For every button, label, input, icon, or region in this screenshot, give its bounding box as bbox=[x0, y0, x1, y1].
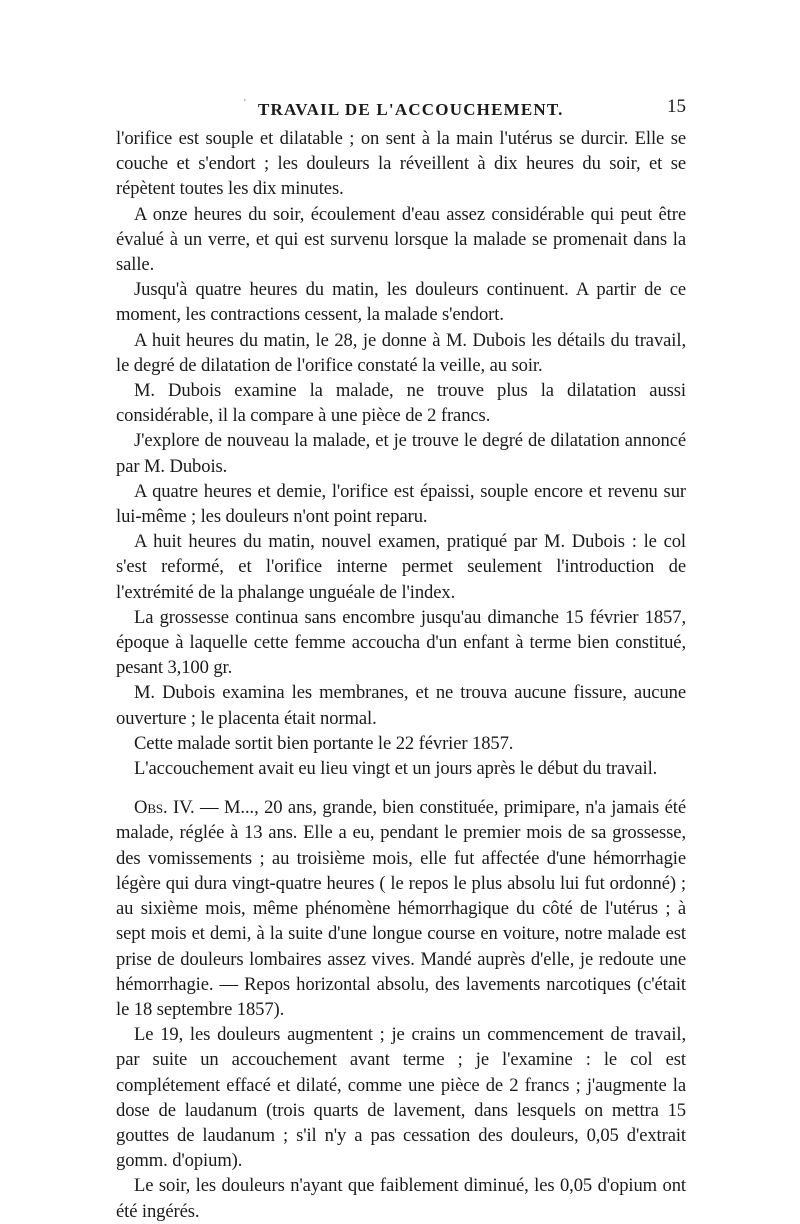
paragraph: A huit heures du matin, le 28, je donne à M. Dubois les détails du travail, le degré de dilatation de l'orifice constaté la veille, au soir. bbox=[116, 329, 686, 376]
paragraph: M. Dubois examina les membranes, et ne trouva aucune fissure, aucune ouverture ; le placenta était normal. bbox=[116, 682, 686, 729]
paragraph: A onze heures du soir, écoulement d'eau assez considérable qui peut être évalué à un verre, et qui est survenu lorsque la malade se promenait dans la salle. bbox=[116, 203, 686, 276]
paragraph: Cette malade sortit bien portante le 22 février 1857. bbox=[134, 732, 514, 754]
page-number: 15 bbox=[667, 96, 686, 117]
observation-label: Obs. IV. bbox=[134, 797, 195, 819]
paragraph: l'orifice est souple et dilatable ; on sent à la main l'utérus se durcir. Elle se couche et s'endort ; les douleurs la réveillent à dix heures du soir, et se répètent toutes les dix minutes. bbox=[116, 128, 686, 200]
paragraph: Le 19, les douleurs augmentent ; je crains un commencement de travail, par suite un accouchement avant terme ; je l'examine : le col est complétement effacé et dilaté, comme une pièce de 2 francs ; j'augmente la dose de laudanum (trois quarts de lavement, dans lesquels on mettra 15 gouttes de laudanum ; s'il n'y a pas cessation des douleurs, 0,05 d'extrait gomm. d'opium). bbox=[116, 1024, 686, 1172]
paragraph: Jusqu'à quatre heures du matin, les douleurs continuent. A partir de ce moment, les contractions cessent, la malade s'endort. bbox=[116, 279, 686, 326]
paragraph: M. Dubois examine la malade, ne trouve plus la dilatation aussi considérable, il la compare à une pièce de 2 francs. bbox=[116, 380, 686, 427]
paragraph: A quatre heures et demie, l'orifice est épaissi, souple encore et revenu sur lui-même ; les douleurs n'ont point reparu. bbox=[116, 480, 686, 528]
running-title: TRAVAIL DE L'ACCOUCHEMENT. bbox=[258, 100, 564, 119]
header-mark: ' bbox=[244, 98, 246, 109]
page-header bbox=[116, 92, 686, 126]
body-text bbox=[116, 126, 686, 1224]
observation-text: — M..., 20 ans, grande, bien constituée, primipare, n'a jamais été malade, réglée à 13 ans. Elle a eu, pendant le premier mois de sa grossesse, des vomissements ; au troisième mois, elle fut affectée d'une hémorrhagie légère qui dura vingt-quatre heures ( le repos le plus absolu lui fut ordonné) ; au sixième mois, même phénomène hémorrhagique du côté de l'utérus ; à sept mois et demi, à la suite d'une longue course en voiture, notre malade est prise de douleurs lombaires assez vives. Mandé auprès d'elle, je redoute une hémorrhagie. — Repos horizontal absolu, des lavements narcotiques (c'était le 18 septembre 1857). bbox=[116, 797, 687, 1020]
paragraph: L'accouchement avait eu lieu vingt et un jours après le début du travail. bbox=[134, 758, 658, 780]
paragraph: Le soir, les douleurs n'ayant que faiblement diminué, les 0,05 d'opium ont été ingérés. bbox=[116, 1175, 686, 1222]
observation-paragraph bbox=[116, 795, 686, 1022]
paragraph: La grossesse continua sans encombre jusqu'au dimanche 15 février 1857, époque à laquelle cette femme accoucha d'un enfant à terme bien constitué, pesant 3,100 gr. bbox=[116, 606, 686, 679]
paragraph: J'explore de nouveau la malade, et je trouve le degré de dilatation annoncé par M. Dubois. bbox=[116, 430, 686, 477]
paragraph: A huit heures du matin, nouvel examen, pratiqué par M. Dubois : le col s'est reformé, et l'orifice interne permet seulement l'introduction de l'extrémité de la phalange unguéale de l'index. bbox=[116, 531, 686, 603]
